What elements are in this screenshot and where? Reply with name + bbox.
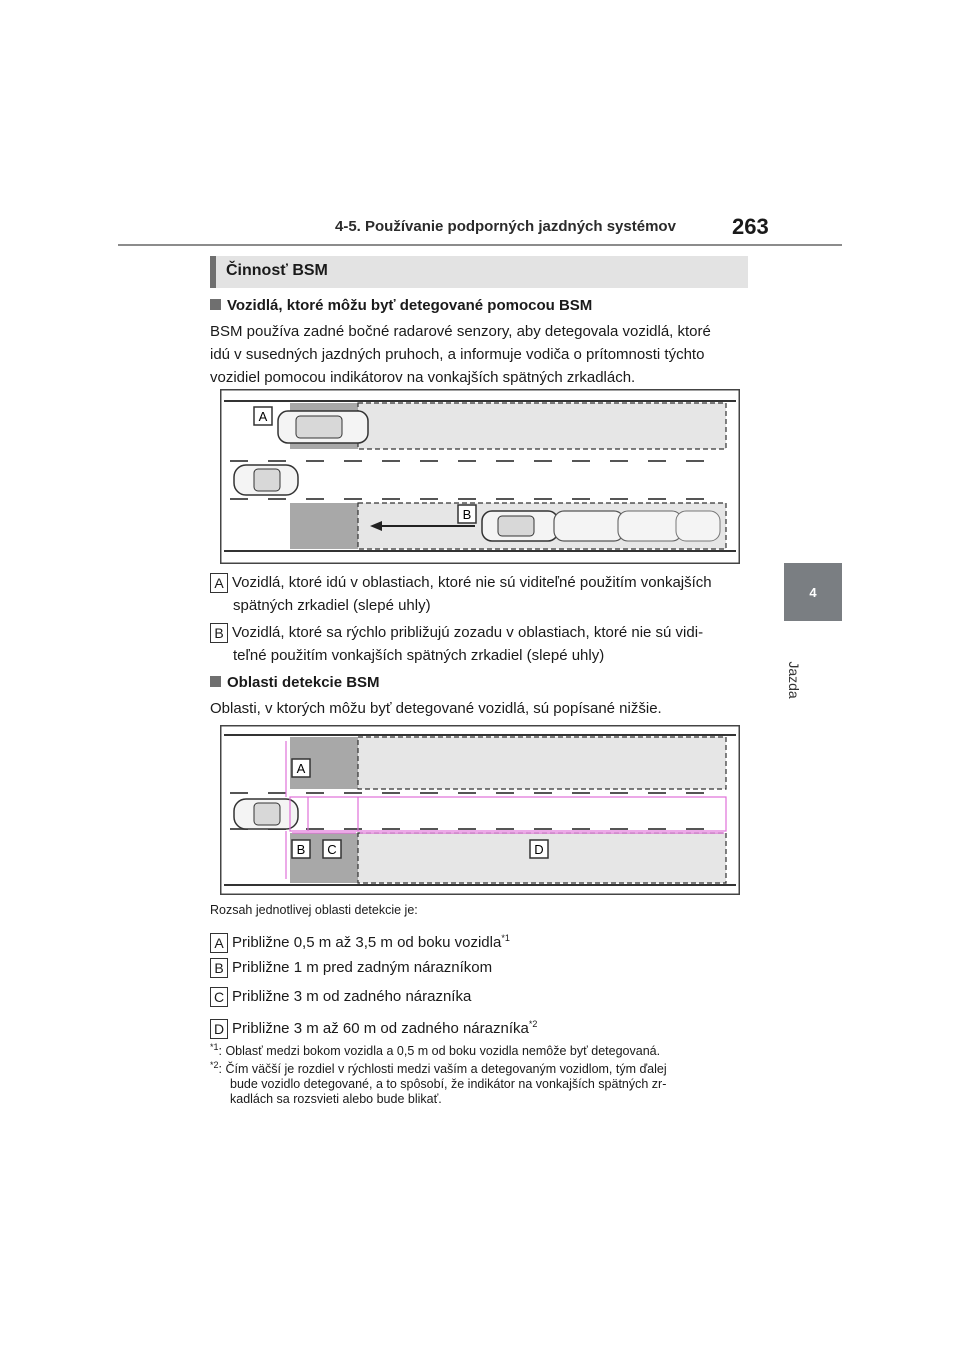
chapter-title: 4-5. Používanie podporných jazdných systémov bbox=[335, 218, 676, 235]
subsection-title-1-text: Vozidlá, ktoré môžu byť detegované pomocou BSM bbox=[227, 297, 593, 314]
diagram-2-label-a: A bbox=[296, 761, 306, 776]
legend-item-a bbox=[210, 571, 712, 617]
diagram-label-b: B bbox=[462, 507, 472, 522]
vehicle-b-icon bbox=[482, 511, 720, 541]
subsection-title-2 bbox=[210, 674, 380, 691]
section-title: Činnosť BSM bbox=[226, 262, 328, 279]
paragraph-1 bbox=[210, 320, 711, 389]
footnote-text: bude vozidlo detegované, a to spôsobí, že indikátor na vonkajších spätných zr- bbox=[230, 1077, 667, 1092]
footnote-text: : Čím väčší je rozdiel v rýchlosti medzi vaším a detegovaným vozidlom, tým ďalej bbox=[218, 1062, 667, 1077]
paragraph-1-line: BSM používa zadné bočné radarové senzory, aby detegovala vozidlá, ktoré bbox=[210, 323, 711, 340]
own-vehicle-icon bbox=[234, 799, 298, 829]
footnote-mark: *2 bbox=[210, 1060, 219, 1070]
subsection-title-2-text: Oblasti detekcie BSM bbox=[227, 674, 380, 691]
chapter-tab bbox=[784, 563, 842, 621]
footnote-2 bbox=[210, 1058, 750, 1107]
paragraph-2: Oblasti, v ktorých môžu byť detegované vozidlá, sú popísané nižšie. bbox=[210, 700, 662, 717]
own-vehicle-icon bbox=[234, 465, 298, 495]
subsection-title-1 bbox=[210, 297, 592, 314]
header-rule bbox=[118, 244, 842, 246]
legend-item-text: Vozidlá, ktoré idú v oblastiach, ktoré nie sú viditeľné použitím vonkajších bbox=[232, 574, 712, 591]
footnote-mark: *1 bbox=[210, 1042, 219, 1052]
range-item-b bbox=[210, 956, 492, 979]
range-item-text: Približne 3 m až 60 m od zadného nárazníka bbox=[232, 1020, 529, 1037]
bsm-diagram-2 bbox=[220, 725, 740, 895]
section-header-bar bbox=[210, 256, 216, 288]
square-bullet-icon bbox=[210, 676, 221, 687]
range-item-d bbox=[210, 1013, 537, 1040]
chapter-tab-label: Jazda bbox=[786, 661, 802, 699]
range-label-box: A bbox=[210, 933, 228, 953]
legend-item-text: spätných zrkadiel (slepé uhly) bbox=[233, 597, 431, 614]
diagram-2-label-d: D bbox=[534, 842, 544, 857]
range-item-c bbox=[210, 985, 471, 1008]
diagram-label-a: A bbox=[258, 409, 268, 424]
footnote-text: kadlách sa rozsvieti alebo bude blikať. bbox=[230, 1092, 442, 1107]
page-number: 263 bbox=[732, 214, 769, 239]
footnote-text: : Oblasť medzi bokom vozidla a 0,5 m od boku vozidla nemôže byť detegovaná. bbox=[218, 1044, 661, 1059]
range-label-box: C bbox=[210, 987, 228, 1007]
square-bullet-icon bbox=[210, 299, 221, 310]
legend-item-text: teľné použitím vonkajších spätných zrkadiel (slepé uhly) bbox=[233, 647, 605, 664]
range-intro: Rozsah jednotlivej oblasti detekcie je: bbox=[210, 903, 418, 917]
paragraph-1-line: idú v susedných jazdných pruhoch, a informuje vodiča o prítomnosti týchto bbox=[210, 346, 705, 363]
bsm-diagram-1 bbox=[220, 389, 740, 564]
legend-item-text: Vozidlá, ktoré sa rýchlo približujú zozadu v oblastiach, ktoré nie sú vidi- bbox=[232, 624, 704, 641]
vehicle-a-icon bbox=[278, 411, 368, 443]
chapter-tab-number: 4 bbox=[809, 584, 817, 600]
legend-item-b bbox=[210, 621, 703, 667]
diagram-2-label-c: C bbox=[327, 842, 337, 857]
paragraph-1-line: vozidiel pomocou indikátorov na vonkajších spätných zrkadlách. bbox=[210, 369, 636, 386]
footnote-ref: *2 bbox=[528, 1019, 538, 1029]
footnote-1 bbox=[210, 1040, 750, 1059]
range-item-text: Približne 1 m pred zadným nárazníkom bbox=[232, 959, 493, 976]
legend-label-box: B bbox=[210, 623, 228, 643]
legend-label-box: A bbox=[210, 573, 228, 593]
range-item-text: Približne 3 m od zadného nárazníka bbox=[232, 988, 472, 1005]
detection-zone-left-far bbox=[358, 737, 726, 789]
approach-zone-left bbox=[358, 403, 726, 449]
range-label-box: D bbox=[210, 1019, 228, 1039]
range-item-a bbox=[210, 927, 510, 954]
range-label-box: B bbox=[210, 958, 228, 978]
footnote-ref: *1 bbox=[501, 933, 510, 943]
diagram-2-label-b: B bbox=[296, 842, 306, 857]
range-item-text: Približne 0,5 m až 3,5 m od boku vozidla bbox=[232, 934, 502, 951]
blind-spot-zone-right bbox=[290, 503, 358, 549]
